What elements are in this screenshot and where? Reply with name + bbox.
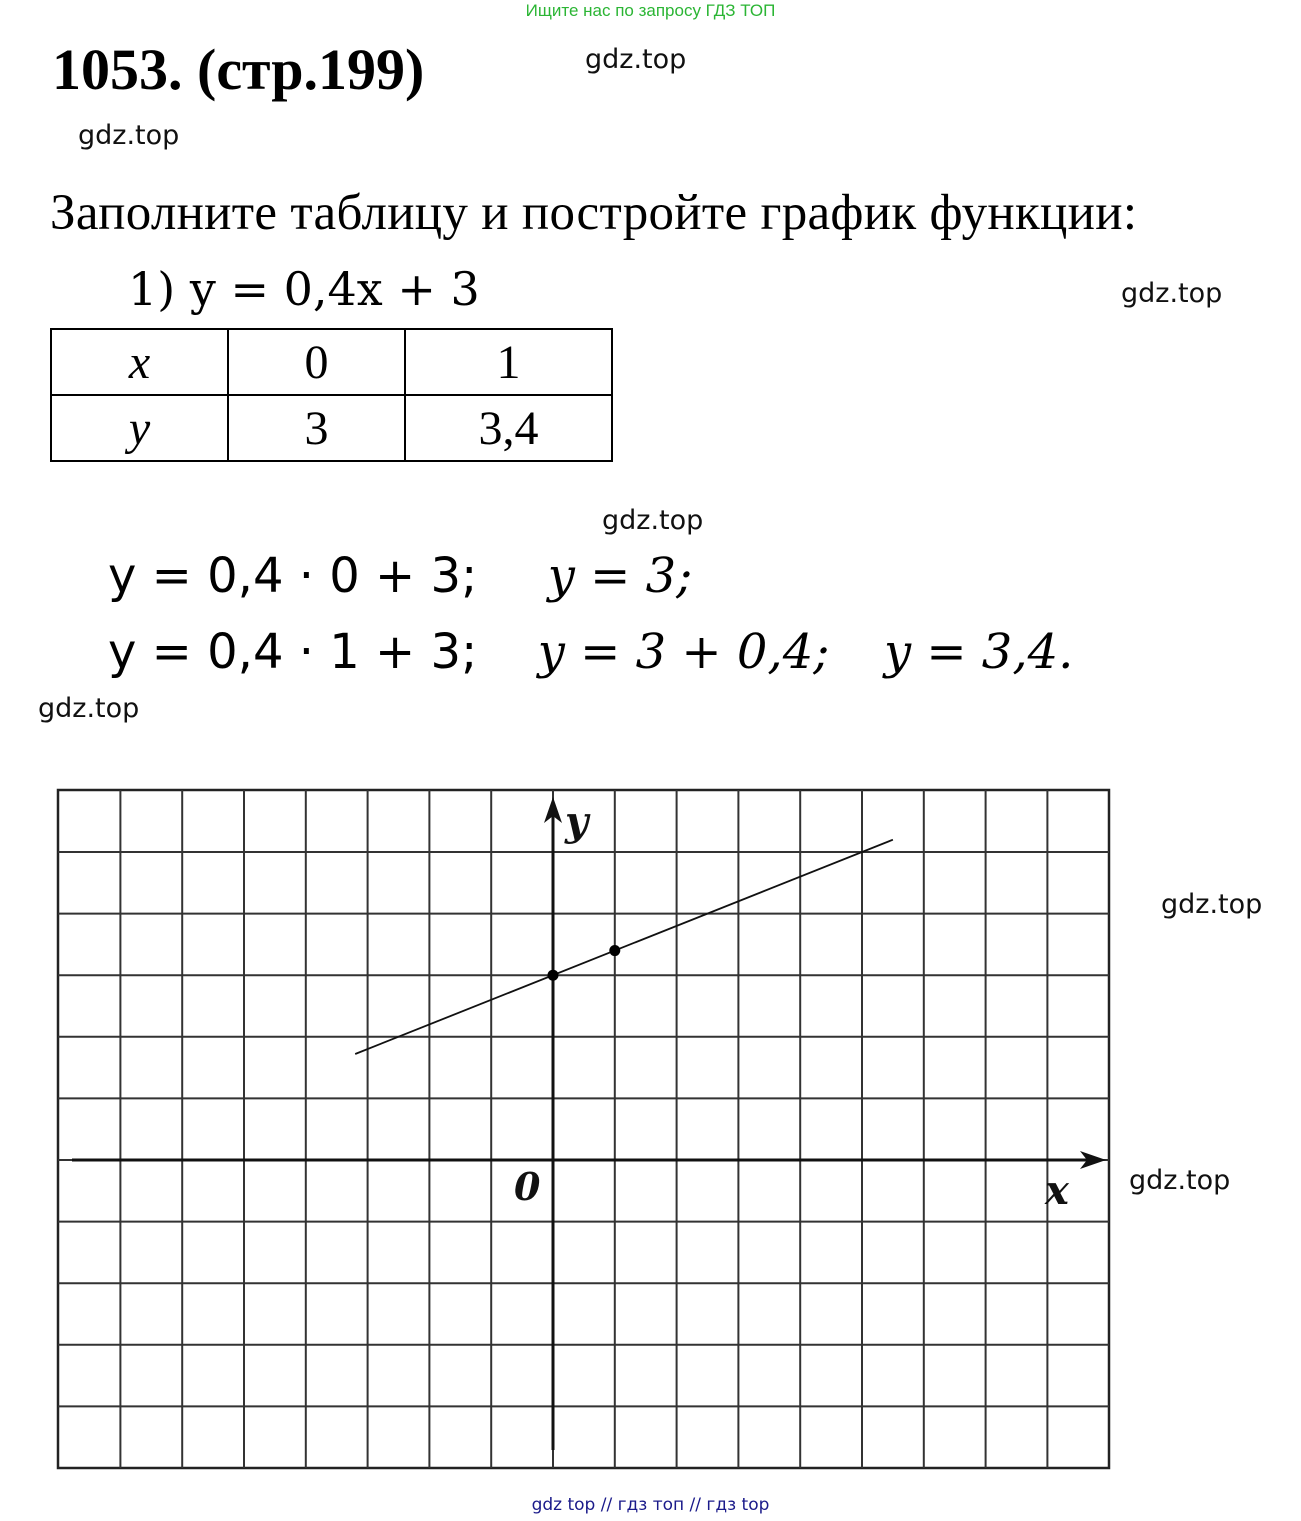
function-expression: y = 0,4x + 3 xyxy=(189,262,480,316)
watermark: gdz.top xyxy=(1121,278,1223,309)
table-cell: 1 xyxy=(405,329,612,395)
table-cell: 0 xyxy=(228,329,405,395)
x-axis-label: x xyxy=(1045,1167,1069,1214)
watermark: gdz.top xyxy=(602,505,704,536)
function-line xyxy=(355,840,893,1054)
task-prompt: Заполните таблицу и постройте график функции: xyxy=(50,185,1138,241)
calc-result: y = 3; xyxy=(547,548,693,604)
data-point xyxy=(548,970,559,981)
y-axis-label: y xyxy=(565,798,589,845)
grid-frame xyxy=(58,790,1109,1468)
table-cell: 3,4 xyxy=(405,395,612,461)
table-cell: 3 xyxy=(228,395,405,461)
calc-step: y = 3 + 0,4; xyxy=(537,624,830,680)
table-cell-label: y xyxy=(51,395,228,461)
function-number: 1) xyxy=(128,262,176,316)
calc-result: y = 3,4. xyxy=(883,624,1074,680)
calc-expression: y = 0,4 · 0 + 3; xyxy=(108,548,478,604)
problem-title: 1053. (стр.199) xyxy=(52,37,425,102)
calc-expression: y = 0,4 · 1 + 3; xyxy=(108,624,478,680)
table-cell-label: x xyxy=(51,329,228,395)
footer-links[interactable]: gdz top // гдз топ // гдз top xyxy=(531,1495,770,1515)
watermark: gdz.top xyxy=(1129,1165,1231,1196)
watermark: gdz.top xyxy=(1161,889,1263,920)
watermark: gdz.top xyxy=(38,693,140,724)
watermark: gdz.top xyxy=(78,120,180,151)
watermark: gdz.top xyxy=(585,44,687,75)
data-point xyxy=(609,945,620,956)
top-banner[interactable]: Ищите нас по запросу ГДЗ ТОП xyxy=(525,1,776,20)
origin-label: 0 xyxy=(514,1164,541,1209)
